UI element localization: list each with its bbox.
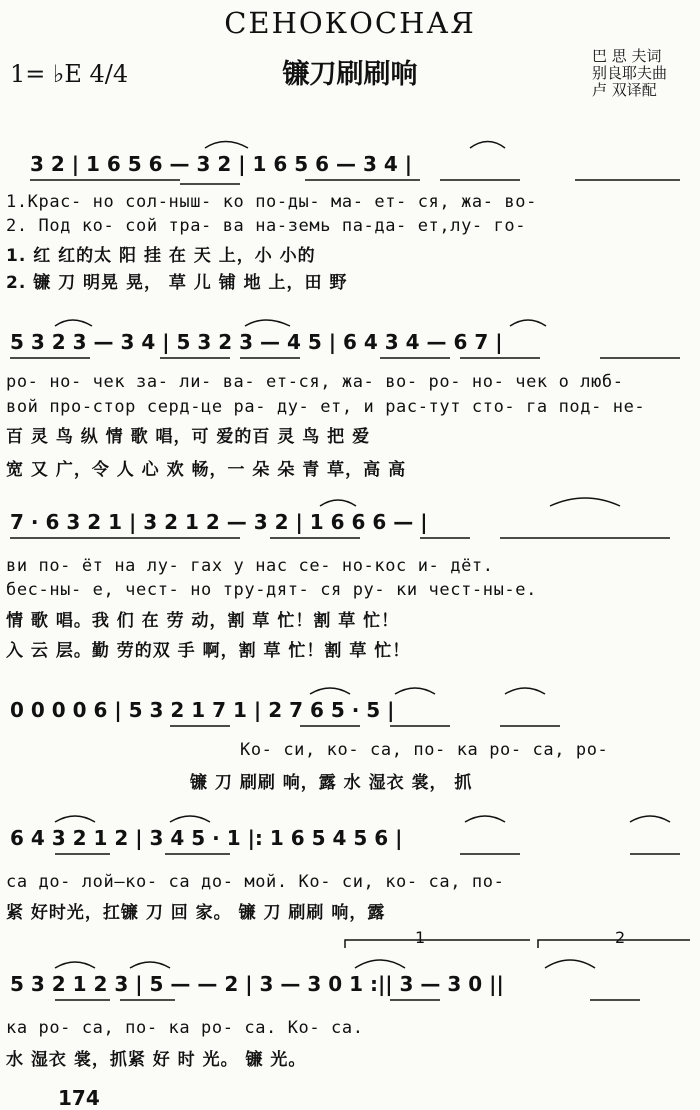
lyric-row-3-cn-1: 情 歌 唱。我 们 在 劳 动，割 草 忙！割 草 忙！: [6, 611, 400, 631]
title-russian: СЕНОКОСНАЯ: [224, 6, 476, 40]
credit-composer: 别良耶夫曲: [592, 64, 668, 82]
lyric-row-1-cn-1: 1. 红 红的太 阳 挂 在 天 上，小 小的: [6, 246, 316, 266]
volta-1-label: 1: [415, 928, 426, 947]
notation-row-3: 7 · 6 3 2 1 | 3 2 1 2 — 3 2 | 1 6 6 6 — |: [10, 510, 428, 534]
page-number: 174: [58, 1086, 100, 1110]
lyric-row-1-cn-2: 2. 镰 刀 明晃 晃， 草 儿 铺 地 上，田 野: [6, 273, 348, 293]
key-signature: 1= ♭E 4/4: [10, 60, 129, 88]
notation-row-2: 5 3 2 3 — 3 4 | 5 3 2 3 — 4 5 | 6 4 3 4 — 6 7 |: [10, 330, 503, 354]
notation-row-4: 0 0 0 0 6 | 5 3 2 1 7 1 | 2 7 6 5 · 5 |: [10, 698, 395, 722]
lyric-row-1-ru-1: 1.Крас- но сол-ныш- ко по-ды- ма- ет- ся, жа- во-: [6, 192, 537, 212]
notation-row-1: 3 2 | 1 6 5 6 — 3 2 | 1 6 5 6 — 3 4 |: [30, 152, 413, 176]
lyric-row-6-cn: 水 湿衣 裳，抓紧 好 时 光。 镰 光。: [6, 1050, 307, 1070]
credit-translator: 卢 双译配: [592, 81, 657, 99]
lyric-row-2-cn-2: 宽 又 广，令 人 心 欢 畅，一 朵 朵 青 草，高 高: [6, 460, 407, 480]
notation-row-6: 5 3 2 1 2 3 | 5 — — 2 | 3 — 3 0 1 :|| 3 — 3 0 ||: [10, 972, 504, 996]
lyric-row-6-ru: ка ро- са, по- ка ро- са. Ко- са.: [6, 1018, 364, 1038]
lyric-row-5-ru: са до- лой—ко- са до- мой. Ко- си, ко- са, по-: [6, 872, 505, 892]
lyric-row-3-cn-2: 入 云 层。勤 劳的双 手 啊，割 草 忙！割 草 忙！: [6, 641, 411, 661]
lyric-row-3-ru-1: ви по- ёт на лу- гах у нас се- но-кос и- дёт.: [6, 556, 494, 576]
lyric-row-2-cn-1: 百 灵 鸟 纵 情 歌 唱，可 爱的百 灵 鸟 把 爱: [6, 427, 371, 447]
lyric-row-5-cn: 紧 好时光，扛镰 刀 回 家。 镰 刀 刷刷 响，露: [6, 903, 386, 923]
credit-lyricist: 巴 思 夫词: [592, 47, 662, 65]
lyric-row-4-cn: 镰 刀 刷刷 响，露 水 湿衣 裳， 抓: [190, 773, 473, 793]
lyric-row-2-ru-1: ро- но- чек за- ли- ва- ет-ся, жа- во- ро- но- чек о люб-: [6, 372, 624, 392]
lyric-row-1-ru-2: 2. Под ко- сой тра- ва на-земь па-да- ет,лу- го-: [6, 216, 527, 236]
volta-2-label: 2: [615, 928, 626, 947]
notation-row-5: 6 4 3 2 1 2 | 3 4 5 · 1 |: 1 6 5 4 5 6 |: [10, 826, 403, 850]
lyric-row-2-ru-2: вой про-стор серд-це ра- ду- ет, и рас-тут сто- га под- не-: [6, 397, 646, 417]
title-chinese: 镰刀刷刷响: [282, 59, 418, 90]
lyric-row-3-ru-2: бес-ны- е, чест- но тру-дят- ся ру- ки чест-ны-е.: [6, 580, 537, 600]
lyric-row-4-ru: Ко- си, ко- са, по- ка ро- са, ро-: [240, 740, 609, 760]
